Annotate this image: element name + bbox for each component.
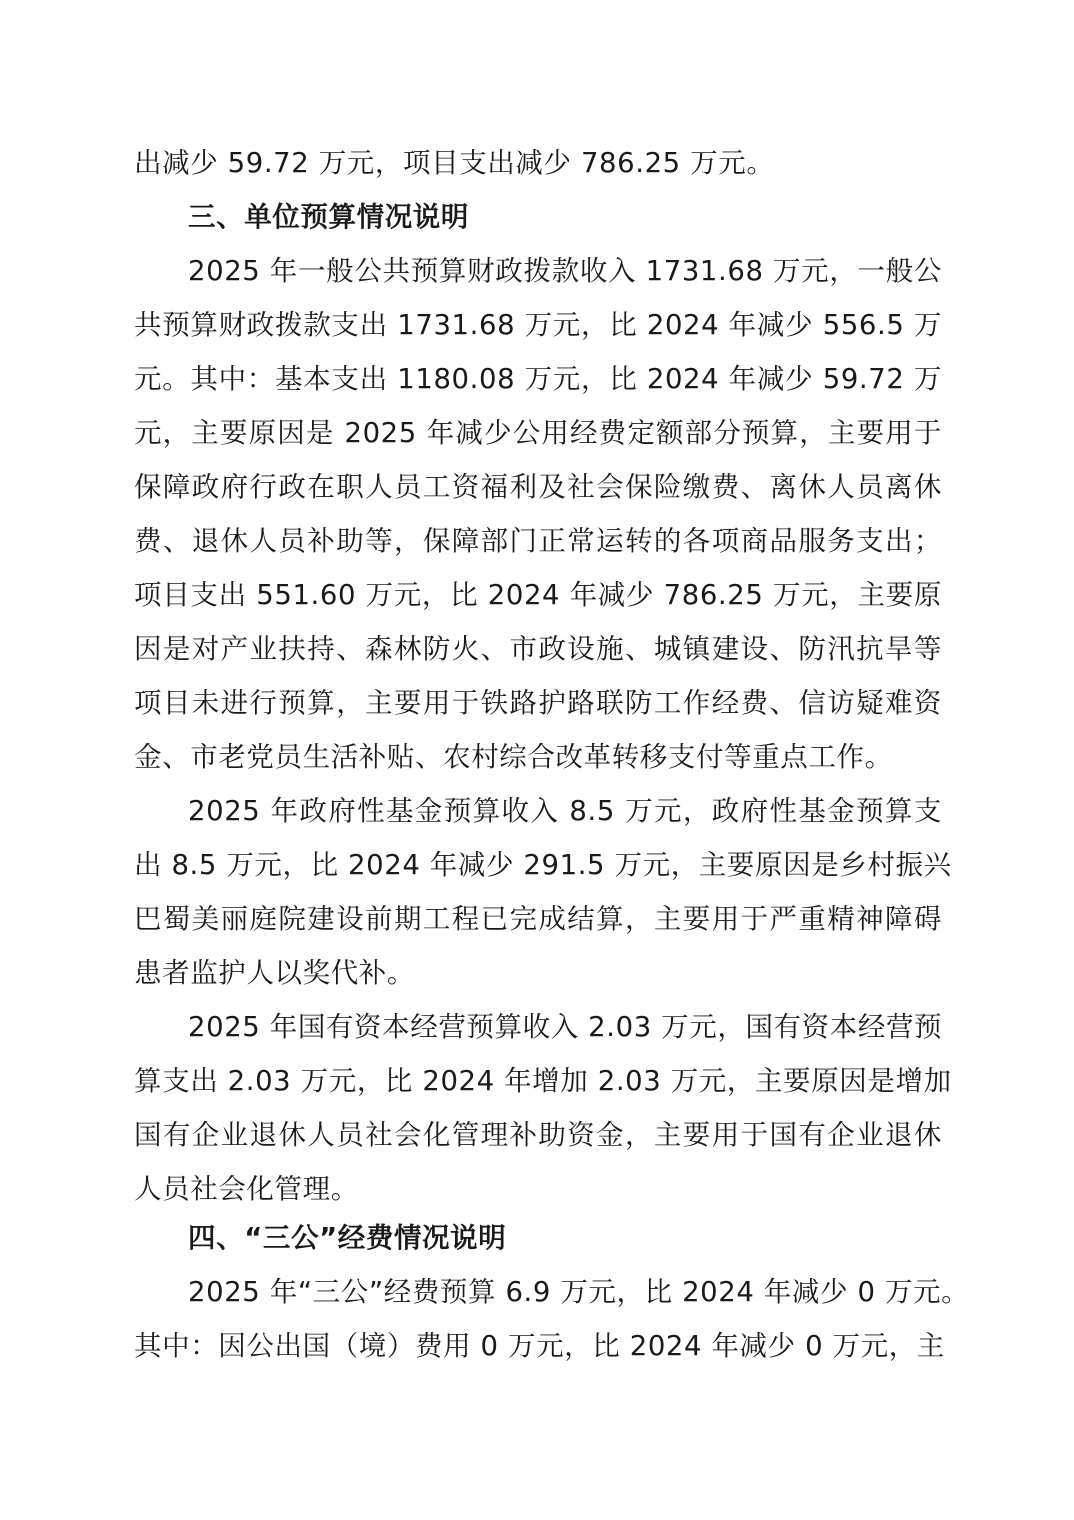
paragraph-line: 2025 年国有资本经营预算收入 2.03 万元，国有资本经营预 bbox=[188, 1011, 943, 1043]
paragraph-line: 共预算财政拨款支出 1731.68 万元，比 2024 年减少 556.5 万 bbox=[134, 309, 942, 341]
paragraph-line: 费、退休人员补助等，保障部门正常运转的各项商品服务支出； bbox=[134, 525, 942, 557]
paragraph-line: 人员社会化管理。 bbox=[134, 1173, 359, 1205]
paragraph-line: 2025 年一般公共预算财政拨款收入 1731.68 万元，一般公 bbox=[188, 255, 942, 287]
paragraph-line: 项目未进行预算，主要用于铁路护路联防工作经费、信访疑难资 bbox=[134, 687, 942, 719]
paragraph-line: 元。其中：基本支出 1180.08 万元，比 2024 年减少 59.72 万 bbox=[134, 363, 942, 395]
paragraph-line: 国有企业退休人员社会化管理补助资金，主要用于国有企业退休 bbox=[134, 1119, 942, 1151]
paragraph-line: 患者监护人以奖代补。 bbox=[134, 957, 415, 989]
paragraph-line: 2025 年政府性基金预算收入 8.5 万元，政府性基金预算支 bbox=[188, 795, 942, 827]
paragraph-line: 2025 年“三公”经费预算 6.9 万元，比 2024 年减少 0 万元。 bbox=[188, 1276, 970, 1308]
paragraph-line: 元，主要原因是 2025 年减少公用经费定额部分预算，主要用于 bbox=[134, 417, 942, 449]
paragraph-line: 因是对产业扶持、森林防火、市政设施、城镇建设、防汛抗旱等 bbox=[134, 633, 942, 665]
paragraph-line: 其中：因公出国（境）费用 0 万元，比 2024 年减少 0 万元，主 bbox=[134, 1330, 945, 1362]
paragraph-line: 保障政府行政在职人员工资福利及社会保险缴费、离休人员离休 bbox=[134, 471, 942, 503]
paragraph-line: 巴蜀美丽庭院建设前期工程已完成结算，主要用于严重精神障碍 bbox=[134, 903, 942, 935]
section-heading-unit-budget: 三、单位预算情况说明 bbox=[188, 201, 469, 233]
section-heading-three-public: 四、“三公”经费情况说明 bbox=[188, 1222, 507, 1254]
paragraph-line: 出减少 59.72 万元，项目支出减少 786.25 万元。 bbox=[134, 147, 775, 179]
paragraph-line: 出 8.5 万元，比 2024 年减少 291.5 万元，主要原因是乡村振兴 bbox=[134, 849, 952, 881]
paragraph-line: 项目支出 551.60 万元，比 2024 年减少 786.25 万元，主要原 bbox=[134, 579, 942, 611]
paragraph-line: 算支出 2.03 万元，比 2024 年增加 2.03 万元，主要原因是增加 bbox=[134, 1065, 952, 1097]
paragraph-line: 金、市老党员生活补贴、农村综合改革转移支付等重点工作。 bbox=[134, 741, 893, 773]
